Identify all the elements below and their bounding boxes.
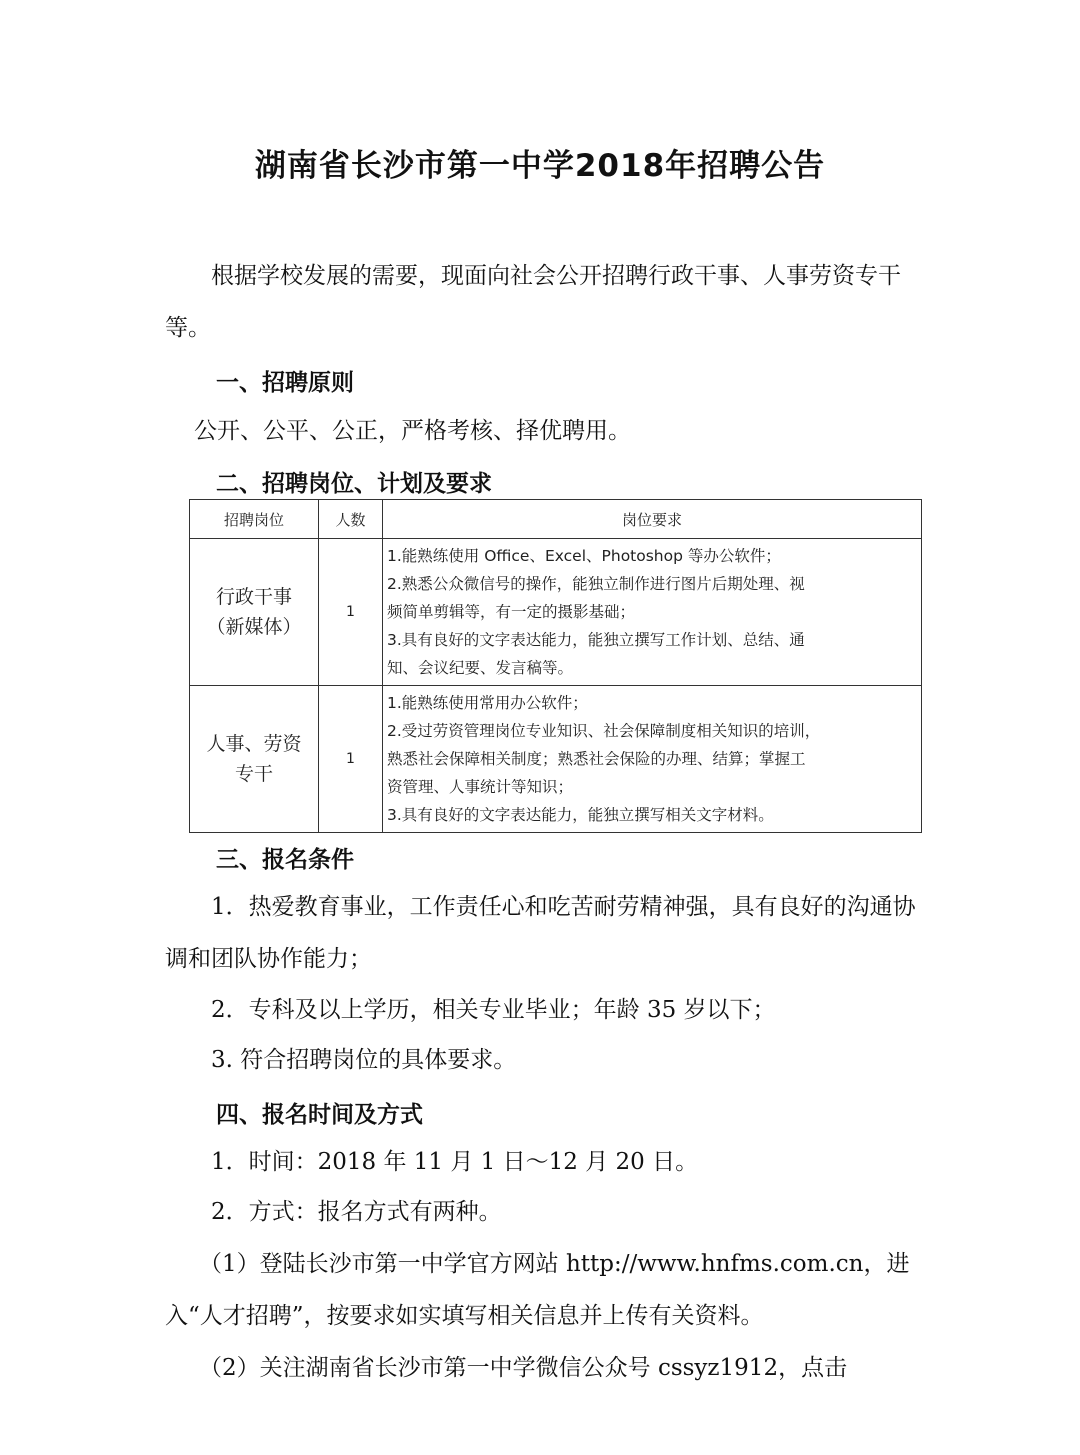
condition-item: 1．热爱教育事业，工作责任心和吃苦耐劳精神强，具有良好的沟通协调和团队协作能力；: [165, 894, 916, 972]
table-row: [190, 686, 922, 833]
section-heading-positions: 二、招聘岗位、计划及要求: [216, 471, 492, 497]
position-subname: 专干: [234, 763, 273, 785]
requirements-cell: [383, 539, 922, 686]
position-cell: [190, 686, 319, 833]
requirement-line: 2.熟悉公众微信号的操作，能独立制作进行图片后期处理、视: [387, 575, 805, 593]
requirements-cell: [383, 686, 922, 833]
requirement-line: 资管理、人事统计等知识；: [387, 778, 574, 796]
section-heading-principles: 一、招聘原则: [216, 370, 354, 396]
positions-table: [189, 499, 922, 833]
count-cell: 1: [319, 539, 383, 686]
requirement-line: 3.具有良好的文字表达能力，能独立撰写工作计划、总结、通: [387, 631, 805, 649]
position-name: 人事、劳资: [206, 733, 302, 755]
condition-item: 2．专科及以上学历，相关专业毕业；年龄 35 岁以下；: [211, 997, 776, 1023]
requirement-line: 知、会议纪要、发言稿等。: [387, 659, 574, 677]
registration-way-website: （1）登陆长沙市第一中学官方网站 http://www.hnfms.com.cn，进入“人才招聘”，按要求如实填写相关信息并上传有关资料。: [165, 1251, 910, 1329]
intro-paragraph: 根据学校发展的需要，现面向社会公开招聘行政干事、人事劳资专干等。: [165, 263, 901, 341]
table-header: 招聘岗位: [190, 500, 319, 539]
requirement-line: 熟悉社会保障相关制度；熟悉社会保险的办理、结算；掌握工: [387, 750, 806, 768]
table-row: [190, 539, 922, 686]
principles-text: 公开、公平、公正，严格考核、择优聘用。: [194, 418, 631, 444]
requirement-line: 频简单剪辑等，有一定的摄影基础；: [387, 603, 636, 621]
requirement-line: 1.能熟练使用 Office、Excel、Photoshop 等办公软件；: [387, 547, 781, 565]
position-subname: （新媒体）: [206, 616, 302, 638]
registration-time: 1．时间：2018 年 11 月 1 日～12 月 20 日。: [211, 1149, 699, 1175]
position-cell: [190, 539, 319, 686]
requirement-line: 2.受过劳资管理岗位专业知识、社会保障制度相关知识的培训，: [387, 722, 821, 740]
count-cell: 1: [319, 686, 383, 833]
table-header: 岗位要求: [383, 500, 922, 539]
registration-way-wechat: （2）关注湖南省长沙市第一中学微信公众号 cssyz1912，点击: [199, 1355, 848, 1381]
section-heading-registration: 四、报名时间及方式: [216, 1102, 423, 1128]
section-heading-conditions: 三、报名条件: [216, 847, 354, 873]
registration-method: 2．方式：报名方式有两种。: [211, 1199, 502, 1225]
requirement-line: 1.能熟练使用常用办公软件；: [387, 694, 588, 712]
page-title: 湖南省长沙市第一中学2018年招聘公告: [254, 148, 826, 184]
table-header: 人数: [319, 500, 383, 539]
requirement-line: 3.具有良好的文字表达能力，能独立撰写相关文字材料。: [387, 806, 774, 824]
position-name: 行政干事: [215, 586, 292, 608]
condition-item: 3. 符合招聘岗位的具体要求。: [211, 1047, 517, 1073]
table-header-row: [190, 500, 922, 539]
